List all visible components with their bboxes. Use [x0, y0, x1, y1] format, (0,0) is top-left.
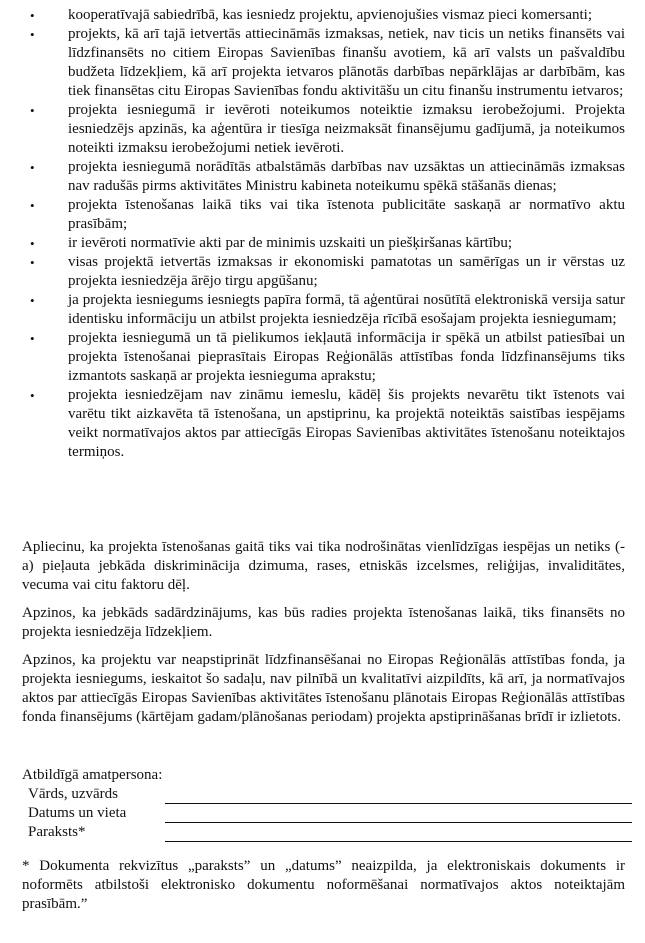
list-item-text: projekta iesniegumā ir ievēroti noteikumos noteiktie izmaksu ierobežojumi. Projekta iesniedzējs apzinās, ka aģentūra ir tiesīga neizmaksāt finansējumu gadījumā, ja noteikumos noteikti izmaksu ierobežojumi netiek ievēroti.: [68, 102, 625, 156]
signature-block: [22, 766, 632, 842]
name-label: Vārds, uzvārds: [28, 786, 118, 802]
paragraph-cost-increase: Apzinos, ka jebkāds sadārdzinājums, kas būs radies projekta īstenošanas laikā, tiks finansēts no projekta iesniedzēja līdzekļiem.: [22, 605, 625, 640]
bullet-icon: •: [30, 236, 35, 251]
list-item-text: kooperatīvajā sabiedrībā, kas iesniedz projektu, apvienojušies vismaz pieci komersanti;: [68, 7, 593, 23]
list-item: [0, 101, 625, 158]
paragraph-approval-conditions: Apzinos, ka projektu var neapstiprināt līdzfinansēšanai no Eiropas Reģionālās attīstības fonda, ja projekta iesniegums, ieskaitot šo sadaļu, nav pilnībā un kvalitatīvi aizpildīts, kā arī, ja normatīvajos aktos par attiecīgās Eiropas Savienības aktivitātes īstenošanu plānotais Eiropas Reģionālās attīstības fonda finansējums (kārtējam gadam/plānošanas periodam) projekta apstiprināšanas brīdī ir izlietots.: [22, 652, 625, 725]
list-item: [0, 253, 625, 291]
signature-row-signature: [22, 823, 632, 842]
list-item: [0, 158, 625, 196]
paragraph-equal-opportunities: Apliecinu, ka projekta īstenošanas gaitā tiks vai tika nodrošinātas vienlīdzīgas iespējas un netiks (-a) pieļauta jebkāda diskriminācija dzimuma, rases, etniskās izcelsmes, reliģijas, invaliditātes, vecuma vai citu faktoru dēļ.: [22, 539, 625, 593]
list-item-text: projekts, kā arī tajā ietvertās attiecināmās izmaksas, netiek, nav ticis un netiks finansēts vai līdzfinansēts no citiem Eiropas Savienības finanšu avotiem, kā arī valsts un pašvaldību budžeta līdzekļiem, kā arī projekta ietvaros plānotās darbības nepārklājas ar darbībām, kas tiek finansētas citu Eiropas Savienības fondu aktivitāšu un citu finanšu instrumentu ietvaros;: [68, 26, 625, 99]
list-item-text: ja projekta iesniegums iesniegts papīra formā, tā aģentūrai nosūtītā elektroniskā versija satur identisku informāciju un atbilst projekta iesniedzēja rīcībā esošajam projekta iesniegumam;: [68, 292, 625, 327]
list-item: [0, 386, 625, 462]
bullet-icon: •: [30, 331, 35, 346]
bullet-icon: •: [30, 160, 35, 175]
list-item: [0, 234, 625, 253]
bullet-icon: •: [30, 103, 35, 118]
list-item: [0, 329, 625, 386]
signature-row-date: [22, 804, 632, 823]
list-item-text: projekta īstenošanas laikā tiks vai tika īstenota publicitāte saskaņā ar normatīvo aktu prasībām;: [68, 197, 625, 232]
footnote: * Dokumenta rekvizītus „paraksts” un „datums” neaizpilda, ja elektroniskais dokuments ir noformēts atbilstoši elektronisko dokumentu noformēšanai normatīvajos aktos noteiktajām prasībām.”: [22, 858, 625, 912]
bullet-icon: •: [30, 293, 35, 308]
bullet-icon: •: [30, 198, 35, 213]
signature-heading: Atbildīgā amatpersona:: [22, 767, 163, 783]
list-item-text: ir ievēroti normatīvie akti par de minimis uzskaiti un piešķiršanas kārtību;: [68, 235, 513, 251]
list-item: [0, 291, 625, 329]
date-place-label: Datums un vieta: [28, 805, 127, 821]
signature-field-line[interactable]: [165, 841, 632, 842]
bullet-icon: •: [30, 255, 35, 270]
declaration-list: [0, 6, 645, 462]
list-item-text: projekta iesniegumā un tā pielikumos iekļautā informācija ir spēkā un atbilst patiesībai un projekta īstenošanai pieprasītais Eiropas Reģionālās attīstības fonda līdzfinansējums tiks izmantots saskaņā ar projekta iesnieguma aprakstu;: [68, 330, 625, 384]
signature-label: Paraksts*: [28, 824, 86, 840]
declaration-paragraphs: [22, 538, 625, 736]
bullet-icon: •: [30, 8, 35, 23]
bullet-icon: •: [30, 27, 35, 42]
list-item: [0, 6, 625, 25]
list-item: [0, 196, 625, 234]
list-item: [0, 25, 625, 101]
bullet-icon: •: [30, 388, 35, 403]
signature-row-name: [22, 785, 632, 804]
list-item-text: visas projektā ietvertās izmaksas ir ekonomiski pamatotas un samērīgas un ir vērstas uz projekta iesniedzēja ārējo tirgu apgūšanu;: [68, 254, 625, 289]
list-item-text: projekta iesniedzējam nav zināmu iemeslu, kādēļ šis projekts nevarētu tikt īstenots vai varētu tikt aizkavēta tā īstenošana, un apstiprinu, ka projektā noteiktās saistības iespējams veikt normatīvajos aktos par attiecīgās Eiropas Savienības aktivitātes īstenošanu noteiktajos termiņos.: [68, 387, 625, 460]
list-item-text: projekta iesniegumā norādītās atbalstāmās darbības nav uzsāktas un attiecināmās izmaksas nav radušās pirms aktivitātes Ministru kabineta noteikumu spēkā stāšanās dienas;: [68, 159, 625, 194]
